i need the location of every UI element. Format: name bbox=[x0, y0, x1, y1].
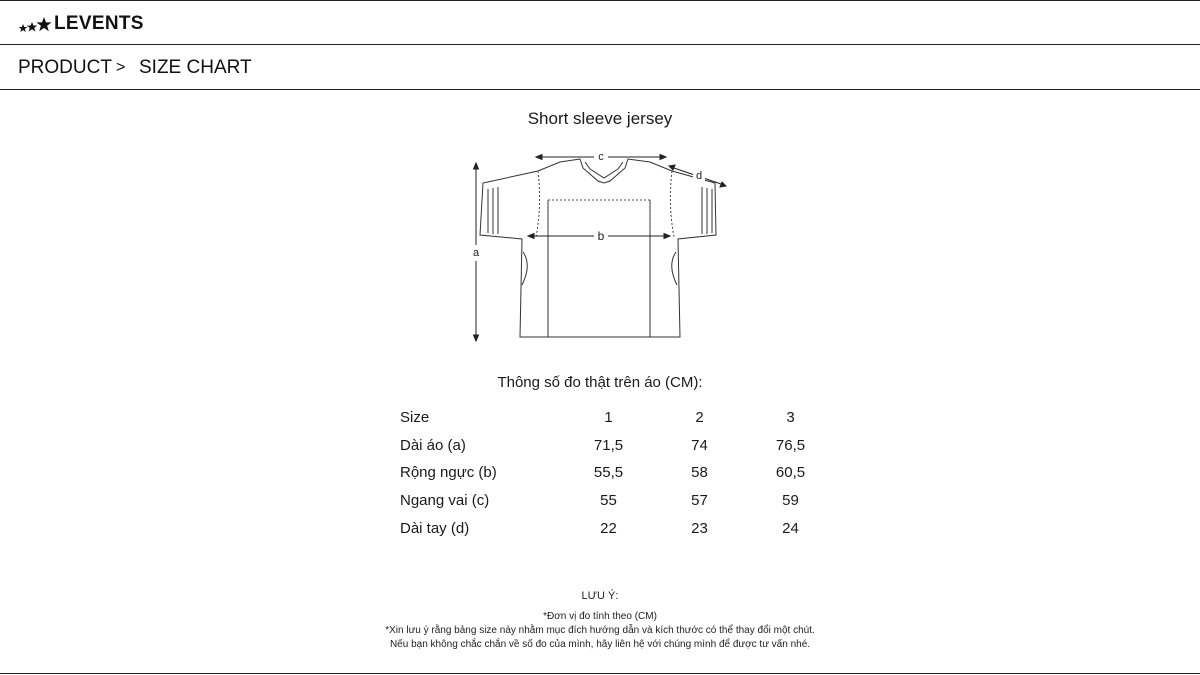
table-cell: 2 bbox=[695, 409, 704, 427]
spec-heading: Thông số đo thật trên áo (CM): bbox=[497, 374, 703, 391]
table-cell: Rộng ngực (b) bbox=[400, 464, 497, 482]
note-line: *Đơn vị đo tính theo (CM) bbox=[543, 611, 657, 622]
table-cell: Dài tay (d) bbox=[400, 519, 470, 537]
breadcrumb-product[interactable]: PRODUCT bbox=[18, 57, 112, 78]
product-title: Short sleeve jersey bbox=[527, 109, 673, 128]
diagram-label-c: c bbox=[598, 151, 604, 163]
table-cell: 58 bbox=[691, 464, 708, 482]
diagram-label-d: d bbox=[695, 170, 703, 182]
brand-logo[interactable] bbox=[18, 13, 144, 35]
brand-name: LEVENTS bbox=[54, 13, 144, 34]
table-cell: 1 bbox=[604, 409, 613, 427]
jersey-diagram bbox=[460, 145, 740, 345]
table-cell: 22 bbox=[600, 519, 617, 537]
table-cell: 57 bbox=[691, 492, 708, 510]
breadcrumb bbox=[0, 45, 1200, 90]
table-row bbox=[392, 487, 836, 515]
diagram-label-a: a bbox=[472, 247, 480, 259]
top-header bbox=[0, 0, 1200, 45]
three-stars-icon bbox=[18, 15, 52, 33]
table-cell: Size bbox=[400, 409, 430, 427]
table-cell: 55 bbox=[600, 492, 617, 510]
bottom-divider bbox=[0, 673, 1200, 674]
table-cell: Dài áo (a) bbox=[400, 436, 466, 454]
table-cell: 71,5 bbox=[593, 436, 624, 454]
size-table bbox=[392, 404, 836, 542]
breadcrumb-size-chart: SIZE CHART bbox=[139, 57, 252, 78]
table-row bbox=[392, 514, 836, 542]
table-cell: 3 bbox=[786, 409, 795, 427]
table-cell: 60,5 bbox=[775, 464, 806, 482]
table-cell: 55,5 bbox=[593, 464, 624, 482]
notes-heading: LƯU Ý: bbox=[581, 590, 619, 602]
table-row bbox=[392, 432, 836, 460]
table-cell: Ngang vai (c) bbox=[400, 492, 490, 510]
note-line: Nếu bạn không chắc chắn về số đo của mình, hãy liên hệ với chúng mình để được tư vấn nhé. bbox=[389, 639, 811, 650]
table-cell: 24 bbox=[782, 519, 799, 537]
table-header-row bbox=[392, 404, 836, 432]
note-line: *Xin lưu ý rằng bảng size này nhằm mục đích hướng dẫn và kích thước có thể thay đổi một chút. bbox=[385, 625, 815, 636]
table-cell: 74 bbox=[691, 436, 708, 454]
table-cell: 23 bbox=[691, 519, 708, 537]
table-row bbox=[392, 459, 836, 487]
diagram-label-b: b bbox=[597, 229, 605, 243]
table-cell: 76,5 bbox=[775, 436, 806, 454]
table-cell: 59 bbox=[782, 492, 799, 510]
breadcrumb-separator: > bbox=[116, 59, 126, 76]
